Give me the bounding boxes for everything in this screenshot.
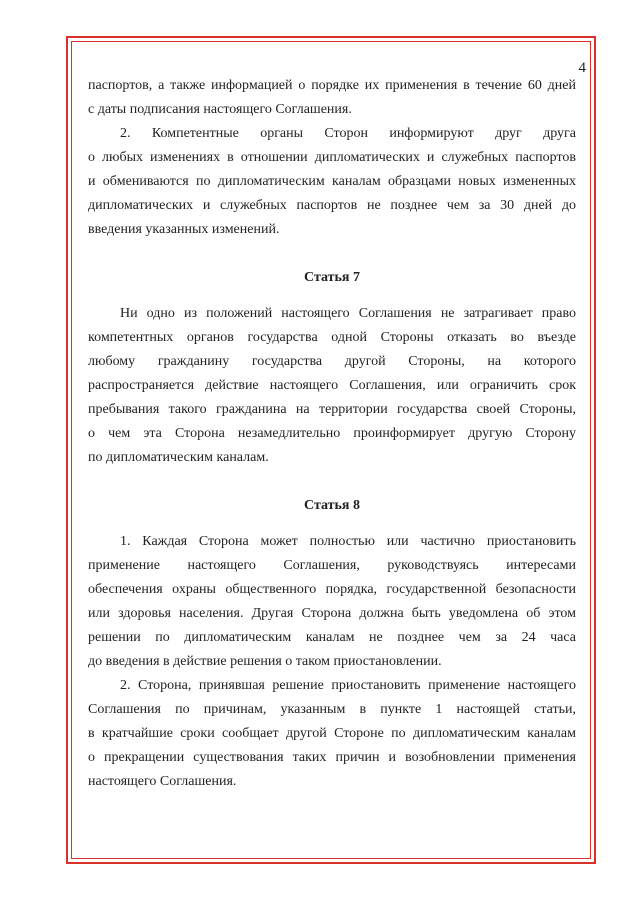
spacer <box>88 470 576 494</box>
text-line: по дипломатическим каналам. <box>88 450 269 465</box>
text-line: любому гражданину государства другой Стороны, на которого <box>88 354 576 369</box>
spacer <box>88 290 576 302</box>
text-line: применение настоящего Соглашения, руководствуясь интересами <box>88 558 576 573</box>
text-line: Соглашения по причинам, указанным в пункте 1 настоящей статьи, <box>88 702 576 717</box>
text-line: и обмениваются по дипломатическим каналам образцами новых измененных <box>88 174 576 189</box>
text-line: обеспечения охраны общественного порядка, государственной безопасности <box>88 582 576 597</box>
text-line: решении по дипломатическим каналам не позднее чем за 24 часа <box>88 630 576 645</box>
text-line: паспортов, а также информацией о порядке их применения в течение 60 дней <box>88 78 576 93</box>
article-8-heading: Статья 8 <box>304 498 360 513</box>
text-line: распространяется действие настоящего Соглашения, или ограничить срок <box>88 378 576 393</box>
document-body <box>88 74 576 794</box>
text-line: с даты подписания настоящего Соглашения. <box>88 102 352 117</box>
text-line: 2. Сторона, принявшая решение приостановить применение настоящего <box>120 678 576 693</box>
article-8-paragraph-1 <box>88 530 576 674</box>
text-line: о любых изменениях в отношении дипломатических и служебных паспортов <box>88 150 576 165</box>
text-line: 2. Компетентные органы Сторон информируют друг друга <box>120 126 576 141</box>
article-7-heading: Статья 7 <box>304 270 360 285</box>
paragraph-2 <box>88 122 576 242</box>
text-line: компетентных органов государства одной Стороны отказать во въезде <box>88 330 576 345</box>
text-line: или здоровья населения. Другая Сторона должна быть уведомлена об этом <box>88 606 576 621</box>
article-7-paragraph <box>88 302 576 470</box>
text-line: введения указанных изменений. <box>88 222 280 237</box>
text-line: Ни одно из положений настоящего Соглашения не затрагивает право <box>120 306 576 321</box>
text-line: в кратчайшие сроки сообщает другой Стороне по дипломатическим каналам <box>88 726 576 741</box>
page-number: 4 <box>578 60 586 76</box>
text-line: о прекращении существования таких причин и возобновлении применения <box>88 750 576 765</box>
text-line: пребывания такого гражданина на территории государства своей Стороны, <box>88 402 576 417</box>
text-line: 1. Каждая Сторона может полностью или частично приостановить <box>120 534 576 549</box>
spacer <box>88 518 576 530</box>
text-line: до введения в действие решения о таком приостановлении. <box>88 654 442 669</box>
spacer <box>88 242 576 266</box>
article-8-paragraph-2 <box>88 674 576 794</box>
paragraph-continuation <box>88 74 576 122</box>
text-line: настоящего Соглашения. <box>88 774 237 789</box>
text-line: о чем эта Сторона незамедлительно проинформирует другую Сторону <box>88 426 576 441</box>
text-line: дипломатических и служебных паспортов не позднее чем за 30 дней до <box>88 198 576 213</box>
